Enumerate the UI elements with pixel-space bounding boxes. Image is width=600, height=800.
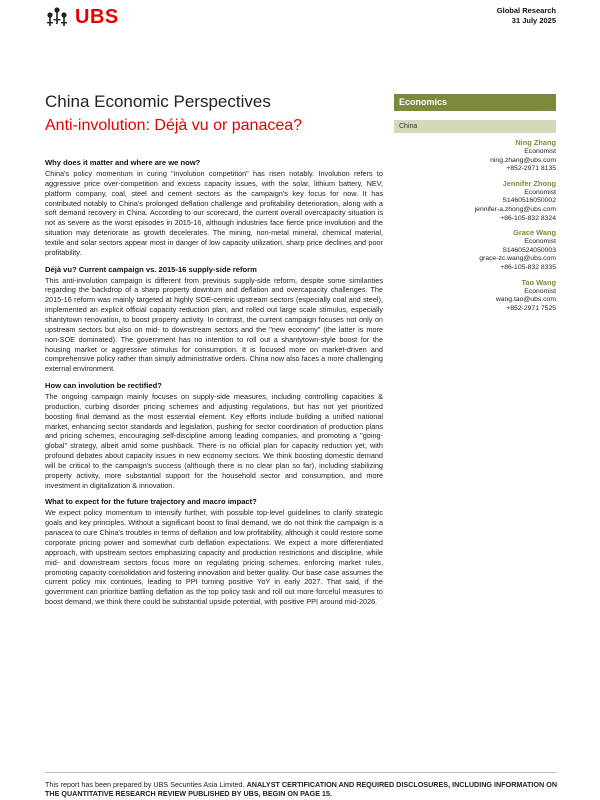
section [45,158,383,258]
page-subtitle: Anti-involution: Déjà vu or panacea? [45,117,303,134]
author-license: S1460516050002 [502,197,556,205]
author-license: S1460524050003 [502,246,556,254]
section [45,265,383,374]
author-role: Economist [524,287,556,295]
disclosure-footer [45,780,557,798]
section-body: China's policy momentum in curing "involution competition" has risen notably. Involution refers to aggressive price over-competition and excess capacity issues, with the solar, lithium battery, NEV, platform company, coal, steel and cement sectors as the campaign's key focus for now. It has contributed notably to China's prolonged deflation challenge and profitability deterioration, along with a soft demand recovery in China. According to our scorecard, the current overall overcapacity situation is not as severe as the worst episodes in 2015-16, although industries face fierce price involution and the situation may deteriorate as growth decelerates. The mining, non-metal mineral, chemical material, textile and solar sectors appear most in danger of low capacity utilization, sharp price declines and poor profitability. [45,169,383,257]
author-phone: +86-105-832 8324 [500,214,556,222]
author-email[interactable]: ning.zhang@ubs.com [490,156,556,164]
author-role: Economist [524,188,556,196]
author-card [386,138,556,174]
author-phone: +852-2971 7525 [506,304,556,312]
author-name: Ning Zhang [515,138,556,147]
section-heading: How can involution be rectified? [45,381,162,391]
ubs-logo [45,6,119,28]
section-body: We expect policy momentum to intensify further, with possible top-level guidelines to clarify strategic goals and key principles. Without a significant boost to final demand, we do not think the campaign is a panacea to cure China's troubles in terms of deflation and low profitability, although it could restore some corporate pricing power and somewhat curb deflation expectations. We expect a more differentiated approach, with upstream sectors emphasizing capacity and production restrictions and discipline, while mid- and downstream sectors focus more on regulating pricing schemes, enforcing market rules, promoting capacity consolidation and fostering innovation and better quality. Our base case assumes the current policy mix continues, leading to PPI turning positive YoY in early 2027. That said, if the government can prioritize battling deflation as the top policy task and roll out more forceful measures to boost demand, we think there could be substantial upside potential, with positive PPI around mid-2026. [45,508,383,607]
author-name: Grace Wang [513,228,556,238]
author-role: Economist [524,148,556,155]
author-card [386,179,556,223]
author-name: Tao Wang [521,277,556,287]
section-heading: What to expect for the future trajectory and macro impact? [45,497,257,507]
author-name: Jennifer Zhong [502,178,556,188]
report-type: Global Research [496,6,556,15]
author-phone: +852-2971 8135 [506,165,556,173]
report-date: 31 July 2025 [511,16,556,25]
author-list [386,138,556,318]
section-heading: Why does it matter and where are we now? [45,158,201,167]
sidebar [394,94,556,133]
author-card [386,278,556,314]
author-card [386,228,556,272]
logo-text: UBS [75,6,119,28]
section-heading: Déjà vu? Current campaign vs. 2015-16 supply-side reform [45,264,257,274]
report-body [45,158,383,614]
footer-text: This report has been prepared by UBS Securities Asia Limited. [45,780,245,789]
author-phone: +86-105-832 8335 [500,263,556,271]
keys-logo-icon [45,6,69,28]
page-title: China Economic Perspectives [45,92,271,111]
report-meta [497,6,556,26]
author-email[interactable]: grace-zc.wang@ubs.com [479,255,556,263]
footer-divider [45,772,556,773]
category-bar: Economics [394,94,556,111]
section-body: The ongoing campaign mainly focuses on supply-side measures, including controlling capacities & production, curbing disorder pricing schemes and adjusting regulations, but has not yet prioritized boosting final demand as the most essential element. Key efforts include building a unified national market, enhancing sector standards and legislation, pushing for sector coordination of production plans and pricing schemes, encouraging self-discipline among leading companies, and promoting a "going-global" strategy, albeit amid some pushback. There is no official plan for capacity reduction yet, with profound debates about capacity issues in new economy sectors. We think boosting domestic demand will be critical to the campaign's success (although there is no clear plan so far), including stabilizing property activity, more substantial support for the household sector and consumption, and more investment in digitalization & innovation. [45,392,383,490]
section [45,497,383,606]
region-bar: China [394,120,556,133]
author-email[interactable]: wang.tao@ubs.com [495,296,556,304]
section [45,381,383,490]
section-body: This anti-involution campaign is different from previous supply-side reform, despite some similarities regarding the backdrop of a sharp property downturn and deflation and overcapacity challenges. The 2015-16 reform was mainly targeted at highly SOE-centric upstream sectors (especially coal and steel), implemented an explicit official capacity reduction plan, and rolled out large scale stimulus, especially shantytown renovation, to boost property activity. In contrast, the current campaign focuses not only on upstream sectors but also on mid- to downstream sectors and the "new economy" (the latter is more non-SOE dominated). The government has no intention to roll out a shantytown-style boost for the housing market or aggressive stimulus for consumption. It is focused more on market-driven and comprehensive policy rather than simply administrative orders. China now also faces a more challenging external environment. [45,275,383,374]
author-role: Economist [524,238,556,246]
footer-disclosure: ANALYST CERTIFICATION AND REQUIRED DISCLOSURES, INCLUDING INFORMATION ON THE QUANTITATIVE RESEARCH REVIEW PUBLISHED BY UBS, BEGIN ON PAGE 15. [45,780,558,798]
author-email[interactable]: jennifer-a.zhong@ubs.com [474,205,556,213]
